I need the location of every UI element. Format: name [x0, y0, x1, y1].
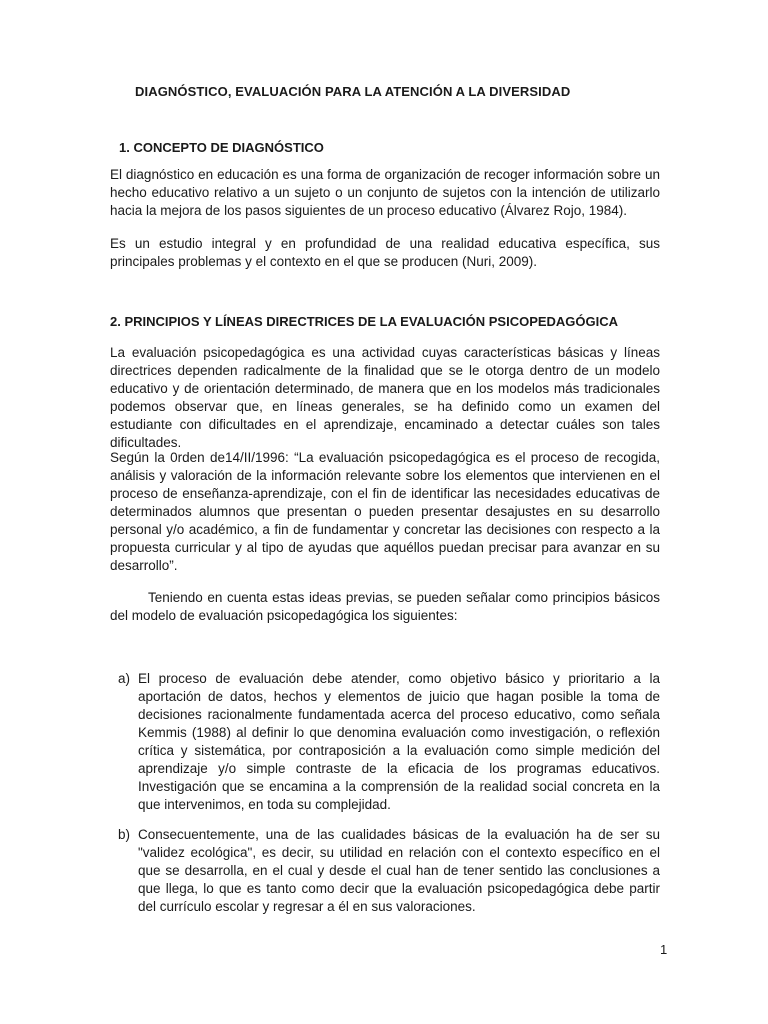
list-item: [118, 670, 660, 814]
paragraph-principios-1: La evaluación psicopedagógica es una actividad cuyas características básicas y líneas directrices dependen radicalmente de la finalidad que se le otorga dentro de un modelo educativo y de orientación determinado, de manera que en los modelos más tradicionales podemos observar que, en líneas generales, se ha definido como un examen del estudiante con dificultades en el aprendizaje, encaminado a detectar cuáles son tales dificultades.: [110, 345, 660, 450]
list-item-text: El proceso de evaluación debe atender, como objetivo básico y prioritario a la aportación de datos, hechos y elementos de juicio que hagan posible la toma de decisiones racionalmente fundamentada acerca del proceso educativo, como señala Kemmis (1988) al definir lo que denomina evaluación como investigación, o reflexión crítica y sistemática, por contraposición a la evaluación como simple medición del aprendizaje y/o simple contraste de la eficacia de los programas educativos. Investigación que se encamina a la comprensión de la realidad social concreta en la que intervenimos, en toda su complejidad.: [138, 671, 660, 812]
paragraph-concepto-2: Es un estudio integral y en profundidad de una realidad educativa específica, sus principales problemas y el contexto en el que se producen (Nuri, 2009).: [110, 236, 660, 269]
paragraph-concepto-1: El diagnóstico en educación es una forma de organización de recoger información sobre un hecho educativo relativo a un sujeto o un conjunto de sujetos con la intención de utilizarlo hacia la mejora de los pasos siguientes de un proceso educativo (Álvarez Rojo, 1984).: [110, 167, 660, 218]
list-item: [118, 826, 660, 916]
list-item-text: Consecuentemente, una de las cualidades básicas de la evaluación ha de ser su "validez ecológica", es decir, su utilidad en relación con el contexto específico en el que se desarrolla, en el cual y desde el cual han de tener sentido las conclusiones a que llega, lo que es tanto como decir que la evaluación psicopedagógica debe partir del currículo escolar y regresar a él en sus valoraciones.: [138, 827, 660, 914]
list-marker: b): [118, 827, 131, 842]
section-heading-principios: 2. PRINCIPIOS Y LÍNEAS DIRECTRICES DE LA EVALUACIÓN PSICOPEDAGÓGICA: [110, 314, 619, 329]
document-title: DIAGNÓSTICO, EVALUACIÓN PARA LA ATENCIÓN A LA DIVERSIDAD: [135, 84, 571, 99]
paragraph-principios-3: Teniendo en cuenta estas ideas previas, se pueden señalar como principios básicos del modelo de evaluación psicopedagógica los siguientes:: [110, 590, 660, 623]
list-marker: a): [118, 671, 131, 686]
page-number: 1: [660, 942, 668, 957]
paragraph-principios-2: Según la 0rden de14/II/1996: “La evaluación psicopedagógica es el proceso de recogida, análisis y valoración de la información relevante sobre los elementos que intervienen en el proceso de enseñanza-aprendizaje, con el fin de identificar las necesidades educativas de determinados alumnos que presentan o pueden presentar desajustes en su desarrollo personal y/o académico, a fin de fundamentar y concretar las decisiones con respecto a la propuesta curricular y al tipo de ayudas que aquéllos puedan precisar para avanzar en su desarrollo”.: [110, 450, 660, 573]
section-heading-concepto: 1. CONCEPTO DE DIAGNÓSTICO: [119, 140, 324, 155]
